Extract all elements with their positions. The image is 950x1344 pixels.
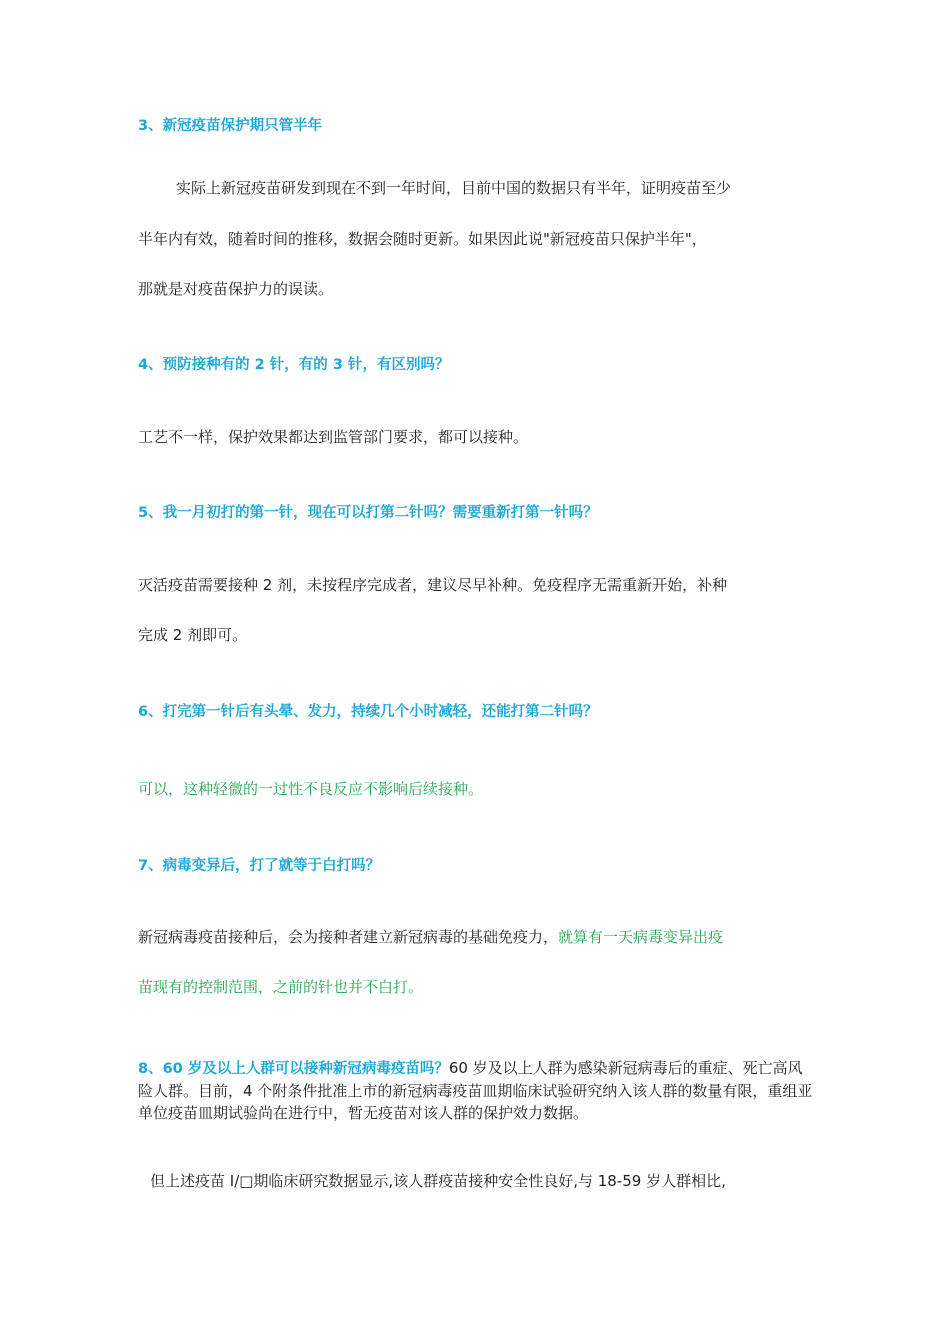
section-5-heading: 5、我一月初打的第一针，现在可以打第二针吗？需要重新打第一针吗？ <box>138 505 598 521</box>
section-8-heading: 8、60 岁及以上人群可以接种新冠病毒疫苗吗？ <box>138 1061 449 1077</box>
section-7-line-1 <box>138 927 814 947</box>
section-7-line-2: 苗现有的控制范围，之前的针也并不白打。 <box>138 978 424 996</box>
section-8-body: 60 岁及以上人群为感染新冠病毒后的重症、死亡高风险人群。目前，4 个附条件批准上市的新冠病毒疫苗皿期临床试验研究纳入该人群的数量有限，重组亚单位疫苗皿期试验尚在进行中，暂无疫苗对该人群的保护效力数据。 <box>138 1059 813 1122</box>
section-3-line-3: 那就是对疫苗保护力的误读。 <box>138 280 334 298</box>
section-6-line-1: 可以，这种轻微的一过性不良反应不影响后续接种。 <box>138 780 484 798</box>
section-5-line-1: 灭活疫苗需要接种 2 剂，未按程序完成者，建议尽早补种。免疫程序无需重新开始，补种 <box>138 576 728 594</box>
section-4-line-1: 工艺不一样，保护效果都达到监管部门要求，都可以接种。 <box>138 428 529 446</box>
section-7-line-1-plain: 新冠病毒疫苗接种后，会为接种者建立新冠病毒的基础免疫力， <box>138 928 559 946</box>
section-5-line-2: 完成 2 剂即可。 <box>138 626 248 644</box>
section-7-heading: 7、病毒变异后，打了就等于白打吗？ <box>138 858 381 874</box>
tail-line: 但上述疫苗 Ⅰ/□期临床研究数据显示,该人群疫苗接种安全性良好,与 18-59 岁人群相比, <box>150 1172 726 1190</box>
section-3-line-1: 实际上新冠疫苗研发到现在不到一年时间，目前中国的数据只有半年，证明疫苗至少 <box>176 179 732 197</box>
section-6-heading: 6、打完第一针后有头晕、发力，持续几个小时减轻，还能打第二针吗？ <box>138 704 598 720</box>
section-3-line-2: 半年内有效，随着时间的推移，数据会随时更新。如果因此说"新冠疫苗只保护半年"， <box>138 230 707 248</box>
section-3-heading: 3、新冠疫苗保护期只管半年 <box>138 118 323 134</box>
section-4-heading: 4、预防接种有的 2 针，有的 3 针，有区别吗？ <box>138 357 450 373</box>
section-8-paragraph <box>138 1057 814 1124</box>
section-7-line-1-highlight: 就算有一天病毒变异出疫 <box>558 928 724 946</box>
